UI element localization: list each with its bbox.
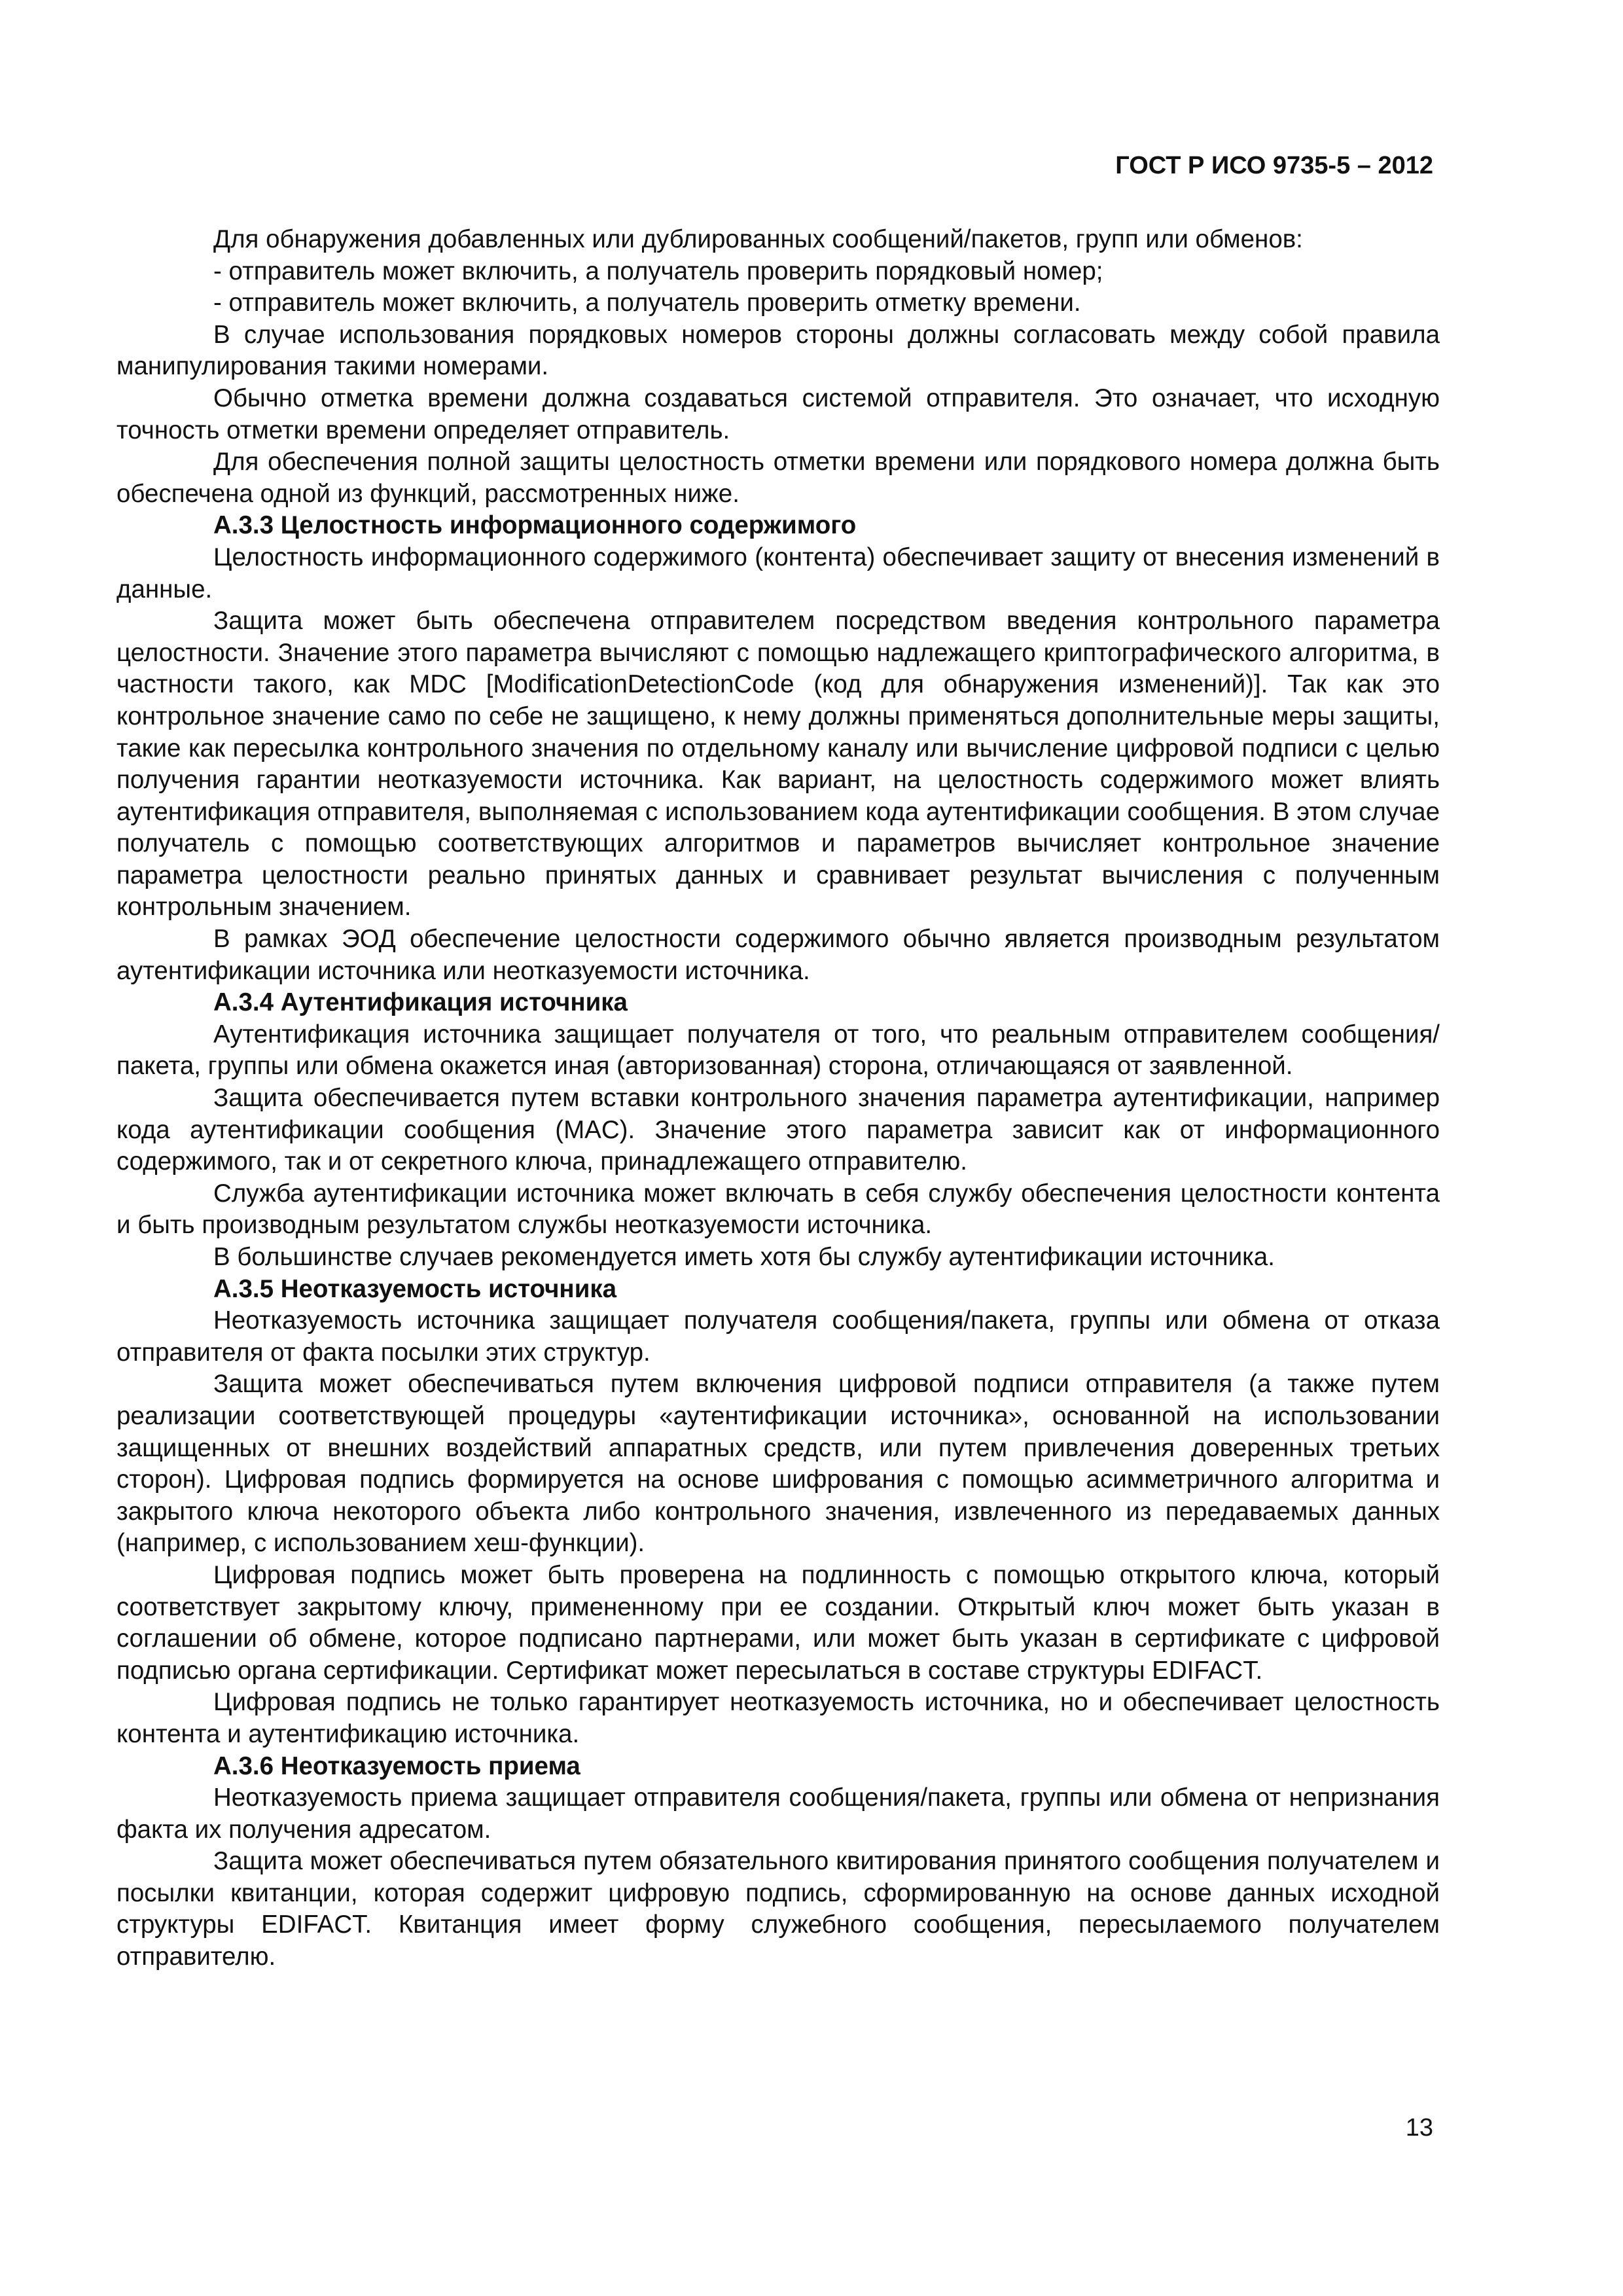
- paragraph: Неотказуемость приема защищает отправителя сообщения/пакета, группы или обмена от непризнания факта их получения адресатом.: [116, 1784, 1440, 1844]
- paragraph: Защита может обеспечиваться путем включения цифровой подписи отправителя (а также путем реализации соответствующей процедуры «аутентификации источника», основанной на использовании защищенных от внешних воздействий аппаратных средств, или путем привлечения доверенных третьих сторон). Цифровая подпись формируется на основе шифрования с помощью асимметричного алгоритма и закрытого ключа некоторого объекта либо контрольного значения, извлеченного из передаваемых данных (например, с использованием хеш-функции).: [116, 1370, 1440, 1558]
- section-heading-a36: А.3.6 Неотказуемость приема: [213, 1751, 580, 1780]
- paragraph: В рамках ЭОД обеспечение целостности содержимого обычно является производным результатом аутентификации источника или неотказуемости источника.: [116, 925, 1440, 985]
- paragraph: Служба аутентификации источника может включать в себя службу обеспечения целостности контента и быть производным результатом службы неотказуемости источника.: [116, 1179, 1440, 1240]
- section-heading-a35: А.3.5 Неотказуемость источника: [213, 1274, 617, 1303]
- intro-paragraph: Для обнаружения добавленных или дублированных сообщений/пакетов, групп или обменов:: [213, 225, 1303, 253]
- page-number: 13: [1405, 2114, 1433, 2142]
- paragraph: Аутентификация источника защищает получателя от того, что реальным отправителем сообщения/пакета, группы или обмена окажется иная (авторизованная) сторона, отличающаяся от заявленной.: [116, 1020, 1440, 1081]
- paragraph: Для обеспечения полной защиты целостность отметки времени или порядкового номера должна быть обеспечена одной из функций, рассмотренных ниже.: [116, 448, 1440, 508]
- paragraph: Неотказуемость источника защищает получателя сообщения/пакета, группы или обмена от отказа отправителя от факта посылки этих структур.: [116, 1306, 1440, 1367]
- paragraph: Цифровая подпись не только гарантирует неотказуемость источника, но и обеспечивает целостность контента и аутентификацию источника.: [116, 1688, 1440, 1748]
- paragraph: В случае использования порядковых номеров стороны должны согласовать между собой правила манипулирования такими номерами.: [116, 320, 1440, 381]
- list-item: - отправитель может включить, а получатель проверить порядковый номер;: [213, 257, 1103, 285]
- paragraph: Обычно отметка времени должна создаваться системой отправителя. Это означает, что исходную точность отметки времени определяет отправитель.: [116, 384, 1440, 444]
- paragraph: В большинстве случаев рекомендуется иметь хотя бы службу аутентификации источника.: [213, 1243, 1275, 1271]
- section-heading-a33: А.3.3 Целостность информационного содержимого: [213, 511, 857, 540]
- paragraph: Цифровая подпись может быть проверена на подлинность с помощью открытого ключа, который соответствует закрытому ключу, примененному при ее создании. Открытый ключ может быть указан в соглашении об обмене, которое подписано партнерами, или может быть указан в сертификате с цифровой подписью органа сертификации. Сертификат может пересылаться в составе структуры EDIFACT.: [116, 1560, 1440, 1685]
- paragraph: Целостность информационного содержимого (контента) обеспечивает защиту от внесения изменений в данные.: [116, 543, 1440, 603]
- paragraph: Защита может быть обеспечена отправителем посредством введения контрольного параметра целостности. Значение этого параметра вычисляют с помощью надлежащего криптографического алгоритма, в частности такого, как MDC [ModificationDetectionCode (код для обнаружения изменений)]. Так как это контрольное значение само по себе не защищено, к нему должны применяться дополнительные меры защиты, такие как пересылка контрольного значения по отдельному каналу или вычисление цифровой подписи с целью получения гарантии неотказуемости источника. Как вариант, на целостность содержимого может влиять аутентификация отправителя, выполняемая с использованием кода аутентификации сообщения. В этом случае получатель с помощью соответствующих алгоритмов и параметров вычисляет контрольное значение параметра целостности реально принятых данных и сравнивает результат вычисления с полученным контрольным значением.: [116, 607, 1440, 922]
- list-item: - отправитель может включить, а получатель проверить отметку времени.: [213, 289, 1081, 317]
- paragraph: Защита обеспечивается путем вставки контрольного значения параметра аутентификации, например кода аутентификации сообщения (MAC). Значение этого параметра зависит как от информационного содержимого, так и от секретного ключа, принадлежащего отправителю.: [116, 1084, 1440, 1176]
- paragraph: Защита может обеспечиваться путем обязательного квитирования принятого сообщения получателем и посылки квитанции, которая содержит цифровую подпись, сформированную на основе данных исходной структуры EDIFACT. Квитанция имеет форму служебного сообщения, пересылаемого получателем отправителю.: [116, 1847, 1440, 1971]
- section-heading-a34: А.3.4 Аутентификация источника: [213, 988, 628, 1017]
- document-body: [116, 224, 1440, 1973]
- document-header: ГОСТ Р ИСО 9735-5 – 2012: [1115, 152, 1433, 179]
